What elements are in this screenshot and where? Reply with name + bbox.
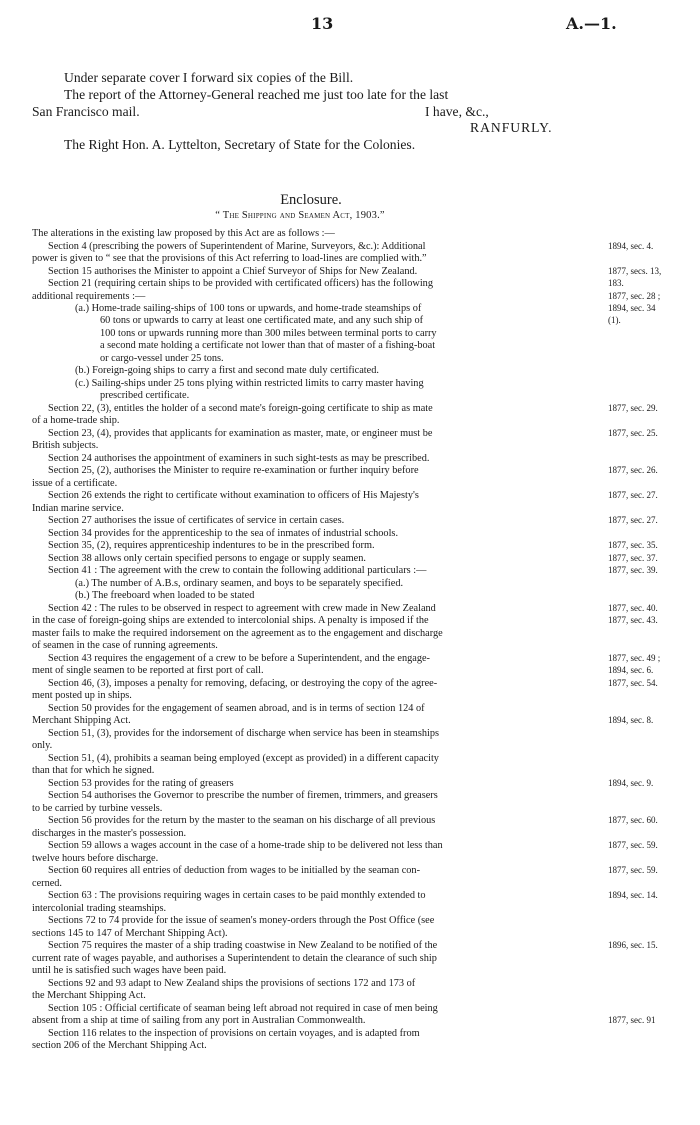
signature: RANFURLY. <box>470 120 553 135</box>
margin-note: 1877, sec. 49 ; <box>608 653 661 663</box>
text-line: Section 53 provides for the rating of greasers <box>48 778 234 789</box>
text-line: Section 24 authorises the appointment of examiners in such sight-tests as may be prescribed. <box>48 453 430 464</box>
text-line: in the case of foreign-going ships are extended to intercolonial ships. A penalty is imposed if the <box>32 615 429 626</box>
margin-note: 1877, sec. 26. <box>608 465 658 475</box>
margin-note: 183. <box>608 278 624 288</box>
text-line: discharges in the master's possession. <box>32 828 187 839</box>
letter-line-1: Under separate cover I forward six copies of the Bill. <box>64 70 354 85</box>
margin-note: 1877, sec. 43. <box>608 615 658 625</box>
text-line: Section 54 authorises the Governor to prescribe the number of firemen, trimmers, and greasers <box>48 790 438 801</box>
text-line: The alterations in the existing law proposed by this Act are as follows :— <box>32 228 335 239</box>
margin-note: 1877, sec. 25. <box>608 428 658 438</box>
text-line: Section 59 allows a wages account in the case of a home-trade ship to be delivered not less than <box>48 840 443 851</box>
margin-note: 1877, secs. 13, <box>608 266 662 276</box>
text-line: Section 51, (3), provides for the indorsement of discharge when service has been in steamships <box>48 728 439 739</box>
text-line: (c.) Sailing-ships under 25 tons plying within restricted limits to carry master having <box>75 378 424 389</box>
text-line: intercolonial trading steamships. <box>32 903 167 914</box>
text-line: Section 22, (3), entitles the holder of a second mate's foreign-going certificate to ship as mate <box>48 403 433 414</box>
text-line: additional requirements :— <box>32 291 146 302</box>
act-title: “ The Shipping and Seamen Act, 1903.” <box>215 210 385 221</box>
text-line: Section 21 (requiring certain ships to be provided with certificated officers) has the following <box>48 278 433 289</box>
letter-line-3: San Francisco mail. <box>32 104 140 119</box>
margin-note: 1877, sec. 59. <box>608 865 658 875</box>
text-line: Section 25, (2), authorises the Minister to require re-examination or further inquiry before <box>48 465 419 476</box>
text-line: issue of a certificate. <box>32 478 118 489</box>
margin-note: 1877, sec. 29. <box>608 403 658 413</box>
enclosure-title: Enclosure. <box>280 192 342 208</box>
text-line: Section 43 requires the engagement of a crew to be before a Superintendent, and the engage- <box>48 653 430 664</box>
text-line: Section 51, (4), prohibits a seaman being employed (except as provided) in a different capacity <box>48 753 439 764</box>
text-line: cerned. <box>32 878 63 889</box>
margin-note: 1877, sec. 59. <box>608 840 658 850</box>
margin-note: 1894, sec. 6. <box>608 665 654 675</box>
margin-note: 1894, sec. 9. <box>608 778 654 788</box>
margin-note: 1894, sec. 8. <box>608 715 654 725</box>
text-line: Merchant Shipping Act. <box>32 715 131 726</box>
text-line: (a.) Home-trade sailing-ships of 100 tons or upwards, and home-trade steamships of <box>75 303 422 314</box>
text-line: sections 145 to 147 of Merchant Shipping Act). <box>32 928 228 939</box>
text-line: than that for which he signed. <box>32 765 155 776</box>
text-line: Section 63 : The provisions requiring wages in certain cases to be paid monthly extended to <box>48 890 426 901</box>
text-line: until he is satisfied such wages have been paid. <box>32 965 227 976</box>
text-line: Section 15 authorises the Minister to appoint a Chief Surveyor of Ships for New Zealand. <box>48 266 418 277</box>
text-line: British subjects. <box>32 440 99 451</box>
text-line: ment posted up in ships. <box>32 690 132 701</box>
margin-note: 1894, sec. 4. <box>608 241 654 251</box>
page-number: 13 <box>311 14 334 33</box>
text-line: Sections 72 to 74 provide for the issue of seamen's money-orders through the Post Office (see <box>48 915 435 926</box>
text-line: (b.) The freeboard when loaded to be stated <box>75 590 255 601</box>
margin-note: 1894, sec. 14. <box>608 890 658 900</box>
text-line: to be carried by turbine vessels. <box>32 803 163 814</box>
text-line: the Merchant Shipping Act. <box>32 990 146 1001</box>
text-line: Section 116 relates to the inspection of provisions on certain voyages, and is adapted from <box>48 1028 420 1039</box>
margin-note: 1894, sec. 34 <box>608 303 656 313</box>
text-line: Section 56 provides for the return by the master to the seaman on his discharge of all previous <box>48 815 436 826</box>
margin-note: (1). <box>608 315 621 325</box>
addressee: The Right Hon. A. Lyttelton, Secretary of State for the Colonies. <box>64 137 416 152</box>
margin-note: 1877, sec. 60. <box>608 815 658 825</box>
text-line: Section 27 authorises the issue of certificates of service in certain cases. <box>48 515 345 526</box>
text-line: Section 23, (4), provides that applicants for examination as master, mate, or engineer must be <box>48 428 433 439</box>
text-line: only. <box>32 740 53 751</box>
document-reference: A.—1. <box>566 14 617 33</box>
text-line: twelve hours before discharge. <box>32 853 159 864</box>
text-line: section 206 of the Merchant Shipping Act. <box>32 1040 207 1051</box>
text-line: Section 4 (prescribing the powers of Superintendent of Marine, Surveyors, &c.): Additional <box>48 241 426 252</box>
text-line: or cargo-vessel under 25 tons. <box>100 353 224 364</box>
text-line: Sections 92 and 93 adapt to New Zealand ships the provisions of sections 172 and 173 of <box>48 978 416 989</box>
text-line: Section 38 allows only certain specified persons to engage or supply seamen. <box>48 553 366 564</box>
text-line: of seamen in the case of running agreements. <box>32 640 218 651</box>
margin-note: 1877, sec. 27. <box>608 490 658 500</box>
text-line: 100 tons or upwards running more than 300 miles between terminal ports to carry <box>100 328 437 339</box>
text-line: power is given to “ see that the provisions of this Act referring to load-lines are complied with.” <box>32 253 427 264</box>
text-line: (b.) Foreign-going ships to carry a first and second mate duly certificated. <box>75 365 379 376</box>
margin-note: 1877, sec. 35. <box>608 540 658 550</box>
text-line: Section 34 provides for the apprenticeship to the sea of inmates of industrial schools. <box>48 528 399 539</box>
margin-note: 1877, sec. 54. <box>608 678 658 688</box>
text-line: Section 75 requires the master of a ship trading coastwise in New Zealand to be notified of the <box>48 940 438 951</box>
text-line: Section 60 requires all entries of deduction from wages to be initialled by the seaman con- <box>48 865 421 876</box>
text-line: Section 50 provides for the engagement of seamen abroad, and is in terms of section 124 of <box>48 703 425 714</box>
text-line: a second mate holding a certificate not lower than that of master of a fishing-boat <box>100 340 436 351</box>
text-line: Section 35, (2), requires apprenticeship indentures to be in the prescribed form. <box>48 540 375 551</box>
text-line: Section 105 : Official certificate of seaman being left abroad not required in case of men being <box>48 1003 438 1014</box>
letter-line-2: The report of the Attorney-General reached me just too late for the last <box>64 87 449 102</box>
margin-note: 1877, sec. 39. <box>608 565 658 575</box>
margin-note: 1877, sec. 40. <box>608 603 658 613</box>
margin-note: 1877, sec. 28 ; <box>608 291 661 301</box>
margin-note: 1877, sec. 27. <box>608 515 658 525</box>
margin-note: 1896, sec. 15. <box>608 940 658 950</box>
text-line: Section 26 extends the right to certificate without examination to officers of His Majesty's <box>48 490 419 501</box>
text-line: absent from a ship at time of sailing from any port in Australian Commonwealth. <box>32 1015 366 1026</box>
text-line: current rate of wages payable, and authorises a Superintendent to detain the clearance of such ship <box>32 953 437 964</box>
text-line: 60 tons or upwards to carry at least one certificated mate, and any such ship of <box>100 315 424 326</box>
text-line: Section 42 : The rules to be observed in respect to agreement with crew made in New Zealand <box>48 603 436 614</box>
margin-note: 1877, sec. 91 <box>608 1015 656 1025</box>
text-line: Indian marine service. <box>32 503 124 514</box>
letter-closing: I have, &c., <box>425 104 489 119</box>
text-line: prescribed certificate. <box>100 390 190 401</box>
text-line: Section 46, (3), imposes a penalty for removing, defacing, or destroying the copy of the agree- <box>48 678 438 689</box>
margin-note: 1877, sec. 37. <box>608 553 658 563</box>
text-line: ment of single seamen to be reported at first port of call. <box>32 665 264 676</box>
text-line: (a.) The number of A.B.s, ordinary seamen, and boys to be separately specified. <box>75 578 404 589</box>
text-line: Section 41 : The agreement with the crew to contain the following additional particulars :— <box>48 565 427 576</box>
text-line: master fails to make the required indorsement on the agreement as to the engagement and discharge <box>32 628 443 639</box>
text-line: of a home-trade ship. <box>32 415 120 426</box>
